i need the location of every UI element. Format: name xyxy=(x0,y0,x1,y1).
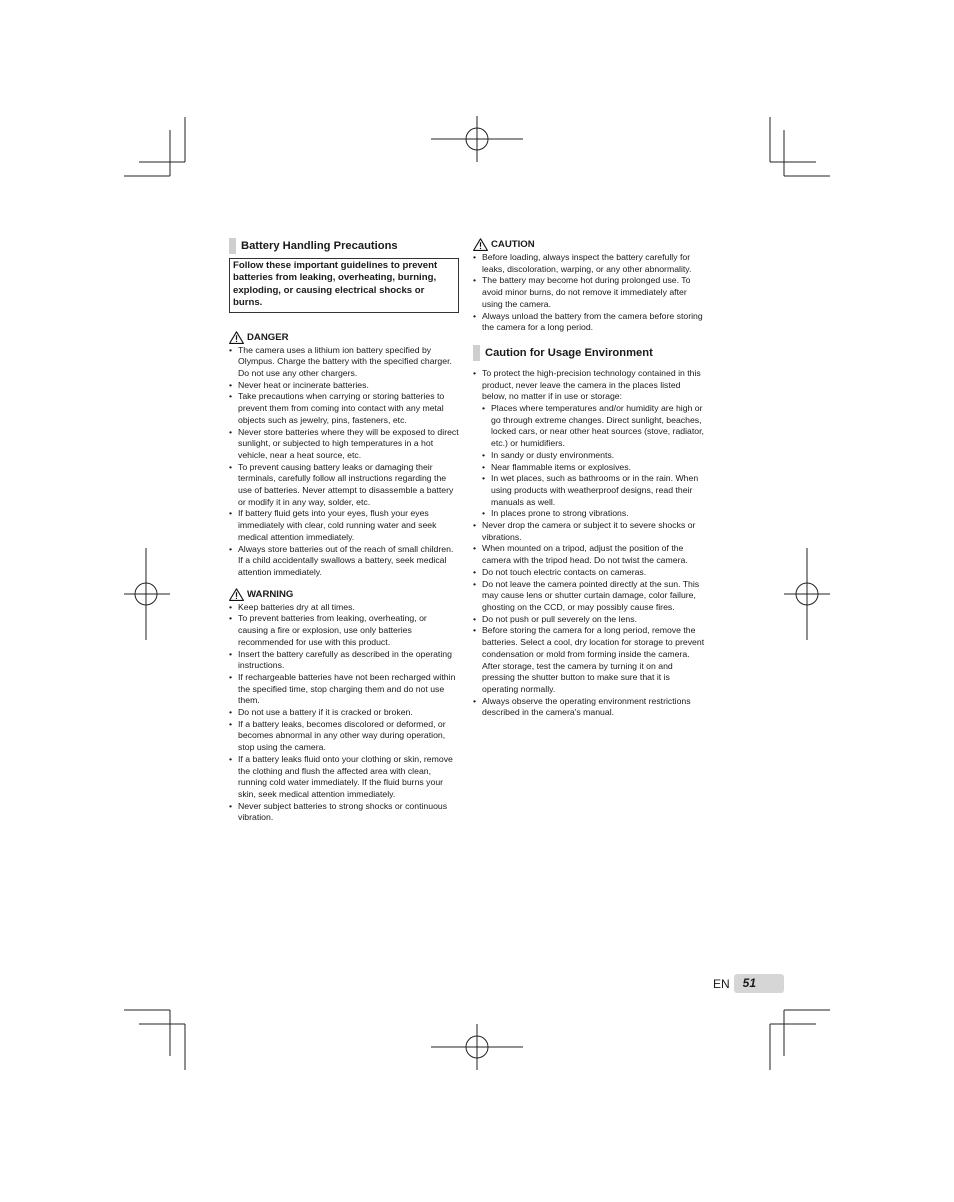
list-item: • Never heat or incinerate batteries. xyxy=(229,380,459,392)
list-item: • In places prone to strong vibrations. xyxy=(482,508,705,520)
caution-list xyxy=(473,252,705,334)
list-item: • In sandy or dusty environments. xyxy=(482,450,705,462)
list-item: • Always unload the battery from the camera before storing the camera for a long period. xyxy=(473,311,705,334)
list-item: • Never drop the camera or subject it to severe shocks or vibrations. xyxy=(473,520,705,543)
environment-intro: To protect the high-precision technology contained in this product, never leave the camera in the places listed below, no matter if in use or storage: xyxy=(482,367,701,402)
danger-heading xyxy=(229,331,459,344)
list-item: • When mounted on a tripod, adjust the position of the camera with the tripod head. Do not twist the camera. xyxy=(473,543,705,566)
danger-list xyxy=(229,345,459,579)
list-item xyxy=(473,368,705,520)
list-item: • If a battery leaks fluid onto your clothing or skin, remove the clothing and flush the affected area with clean, running cold water immediately. If the fluid burns your skin, seek medical attention immediately. xyxy=(229,754,459,801)
list-item: • To prevent batteries from leaking, overheating, or causing a fire or explosion, use only batteries recommended for use with this product. xyxy=(229,613,459,648)
danger-label: DANGER xyxy=(247,331,289,343)
warning-triangle-icon xyxy=(473,238,488,251)
list-item: • Do not push or pull severely on the lens. xyxy=(473,614,705,626)
page-number: 51 xyxy=(734,974,784,993)
list-item: • To prevent causing battery leaks or damaging their terminals, carefully follow all instructions regarding the use of batteries. Never attempt to disassemble a battery or modify it in any way, solder, etc. xyxy=(229,462,459,509)
list-item: • If a battery leaks, becomes discolored or deformed, or becomes abnormal in any other way during operation, stop using the camera. xyxy=(229,719,459,754)
list-item: • Do not use a battery if it is cracked or broken. xyxy=(229,707,459,719)
warning-label: WARNING xyxy=(247,588,294,600)
list-item: • Always observe the operating environment restrictions described in the camera's manual. xyxy=(473,696,705,719)
caution-label: CAUTION xyxy=(491,239,535,250)
left-column xyxy=(229,238,459,824)
warning-triangle-icon xyxy=(229,588,244,601)
list-item: • The camera uses a lithium ion battery specified by Olympus. Charge the battery with the specified charger. Do not use any other chargers. xyxy=(229,345,459,380)
list-item: • Places where temperatures and/or humidity are high or go through extreme changes. Direct sunlight, beaches, locked cars, or near other heat sources (stove, radiator, etc.) or humidifiers. xyxy=(482,403,705,450)
list-item: • Do not touch electric contacts on cameras. xyxy=(473,567,705,579)
list-item: • In wet places, such as bathrooms or in the rain. When using products with weatherproof designs, read their manuals as well. xyxy=(482,473,705,508)
warning-heading xyxy=(229,588,459,601)
list-item: • Take precautions when carrying or storing batteries to prevent them from coming into contact with any metal objects such as jewelry, pins, fasteners, etc. xyxy=(229,391,459,426)
important-note-box: Follow these important guidelines to prevent batteries from leaking, overheating, burning, exploding, or causing electrical shocks or burns. xyxy=(229,258,459,313)
list-item: • If rechargeable batteries have not been recharged within the specified time, stop charging them and do not use them. xyxy=(229,672,459,707)
section-title-battery-handling: Battery Handling Precautions xyxy=(229,238,459,254)
list-item: • Keep batteries dry at all times. xyxy=(229,602,459,614)
caution-heading xyxy=(473,238,705,251)
list-item: • Always store batteries out of the reach of small children. If a child accidentally swallows a battery, seek medical attention immediately. xyxy=(229,544,459,579)
list-item: • Before storing the camera for a long period, remove the batteries. Select a cool, dry location for storage to prevent condensation or mold from forming inside the camera. After storage, test the camera by turning it on and pressing the shutter button to make sure that it is operating normally. xyxy=(473,625,705,695)
environment-places-list xyxy=(482,403,705,520)
list-item: • Never store batteries where they will be exposed to direct sunlight, or subjected to high temperatures in a hot vehicle, near a heat source, etc. xyxy=(229,427,459,462)
list-item: • Never subject batteries to strong shocks or continuous vibration. xyxy=(229,801,459,824)
warning-triangle-icon xyxy=(229,331,244,344)
list-item: • Do not leave the camera pointed directly at the sun. This may cause lens or shutter curtain damage, color failure, ghosting on the CCD, or may possibly cause fires. xyxy=(473,579,705,614)
page-footer xyxy=(713,974,784,993)
section-title-usage-environment: Caution for Usage Environment xyxy=(473,345,705,361)
language-code: EN xyxy=(713,976,730,991)
warning-list xyxy=(229,602,459,824)
right-column xyxy=(473,238,705,719)
list-item: • Before loading, always inspect the battery carefully for leaks, discoloration, warping, or any other abnormality. xyxy=(473,252,705,275)
list-item: • Insert the battery carefully as described in the operating instructions. xyxy=(229,649,459,672)
list-item: • The battery may become hot during prolonged use. To avoid minor burns, do not remove it immediately after using the camera. xyxy=(473,275,705,310)
list-item: • If battery fluid gets into your eyes, flush your eyes immediately with clear, cold running water and seek medical attention immediately. xyxy=(229,508,459,543)
list-item: • Near flammable items or explosives. xyxy=(482,462,705,474)
environment-list xyxy=(473,368,705,719)
